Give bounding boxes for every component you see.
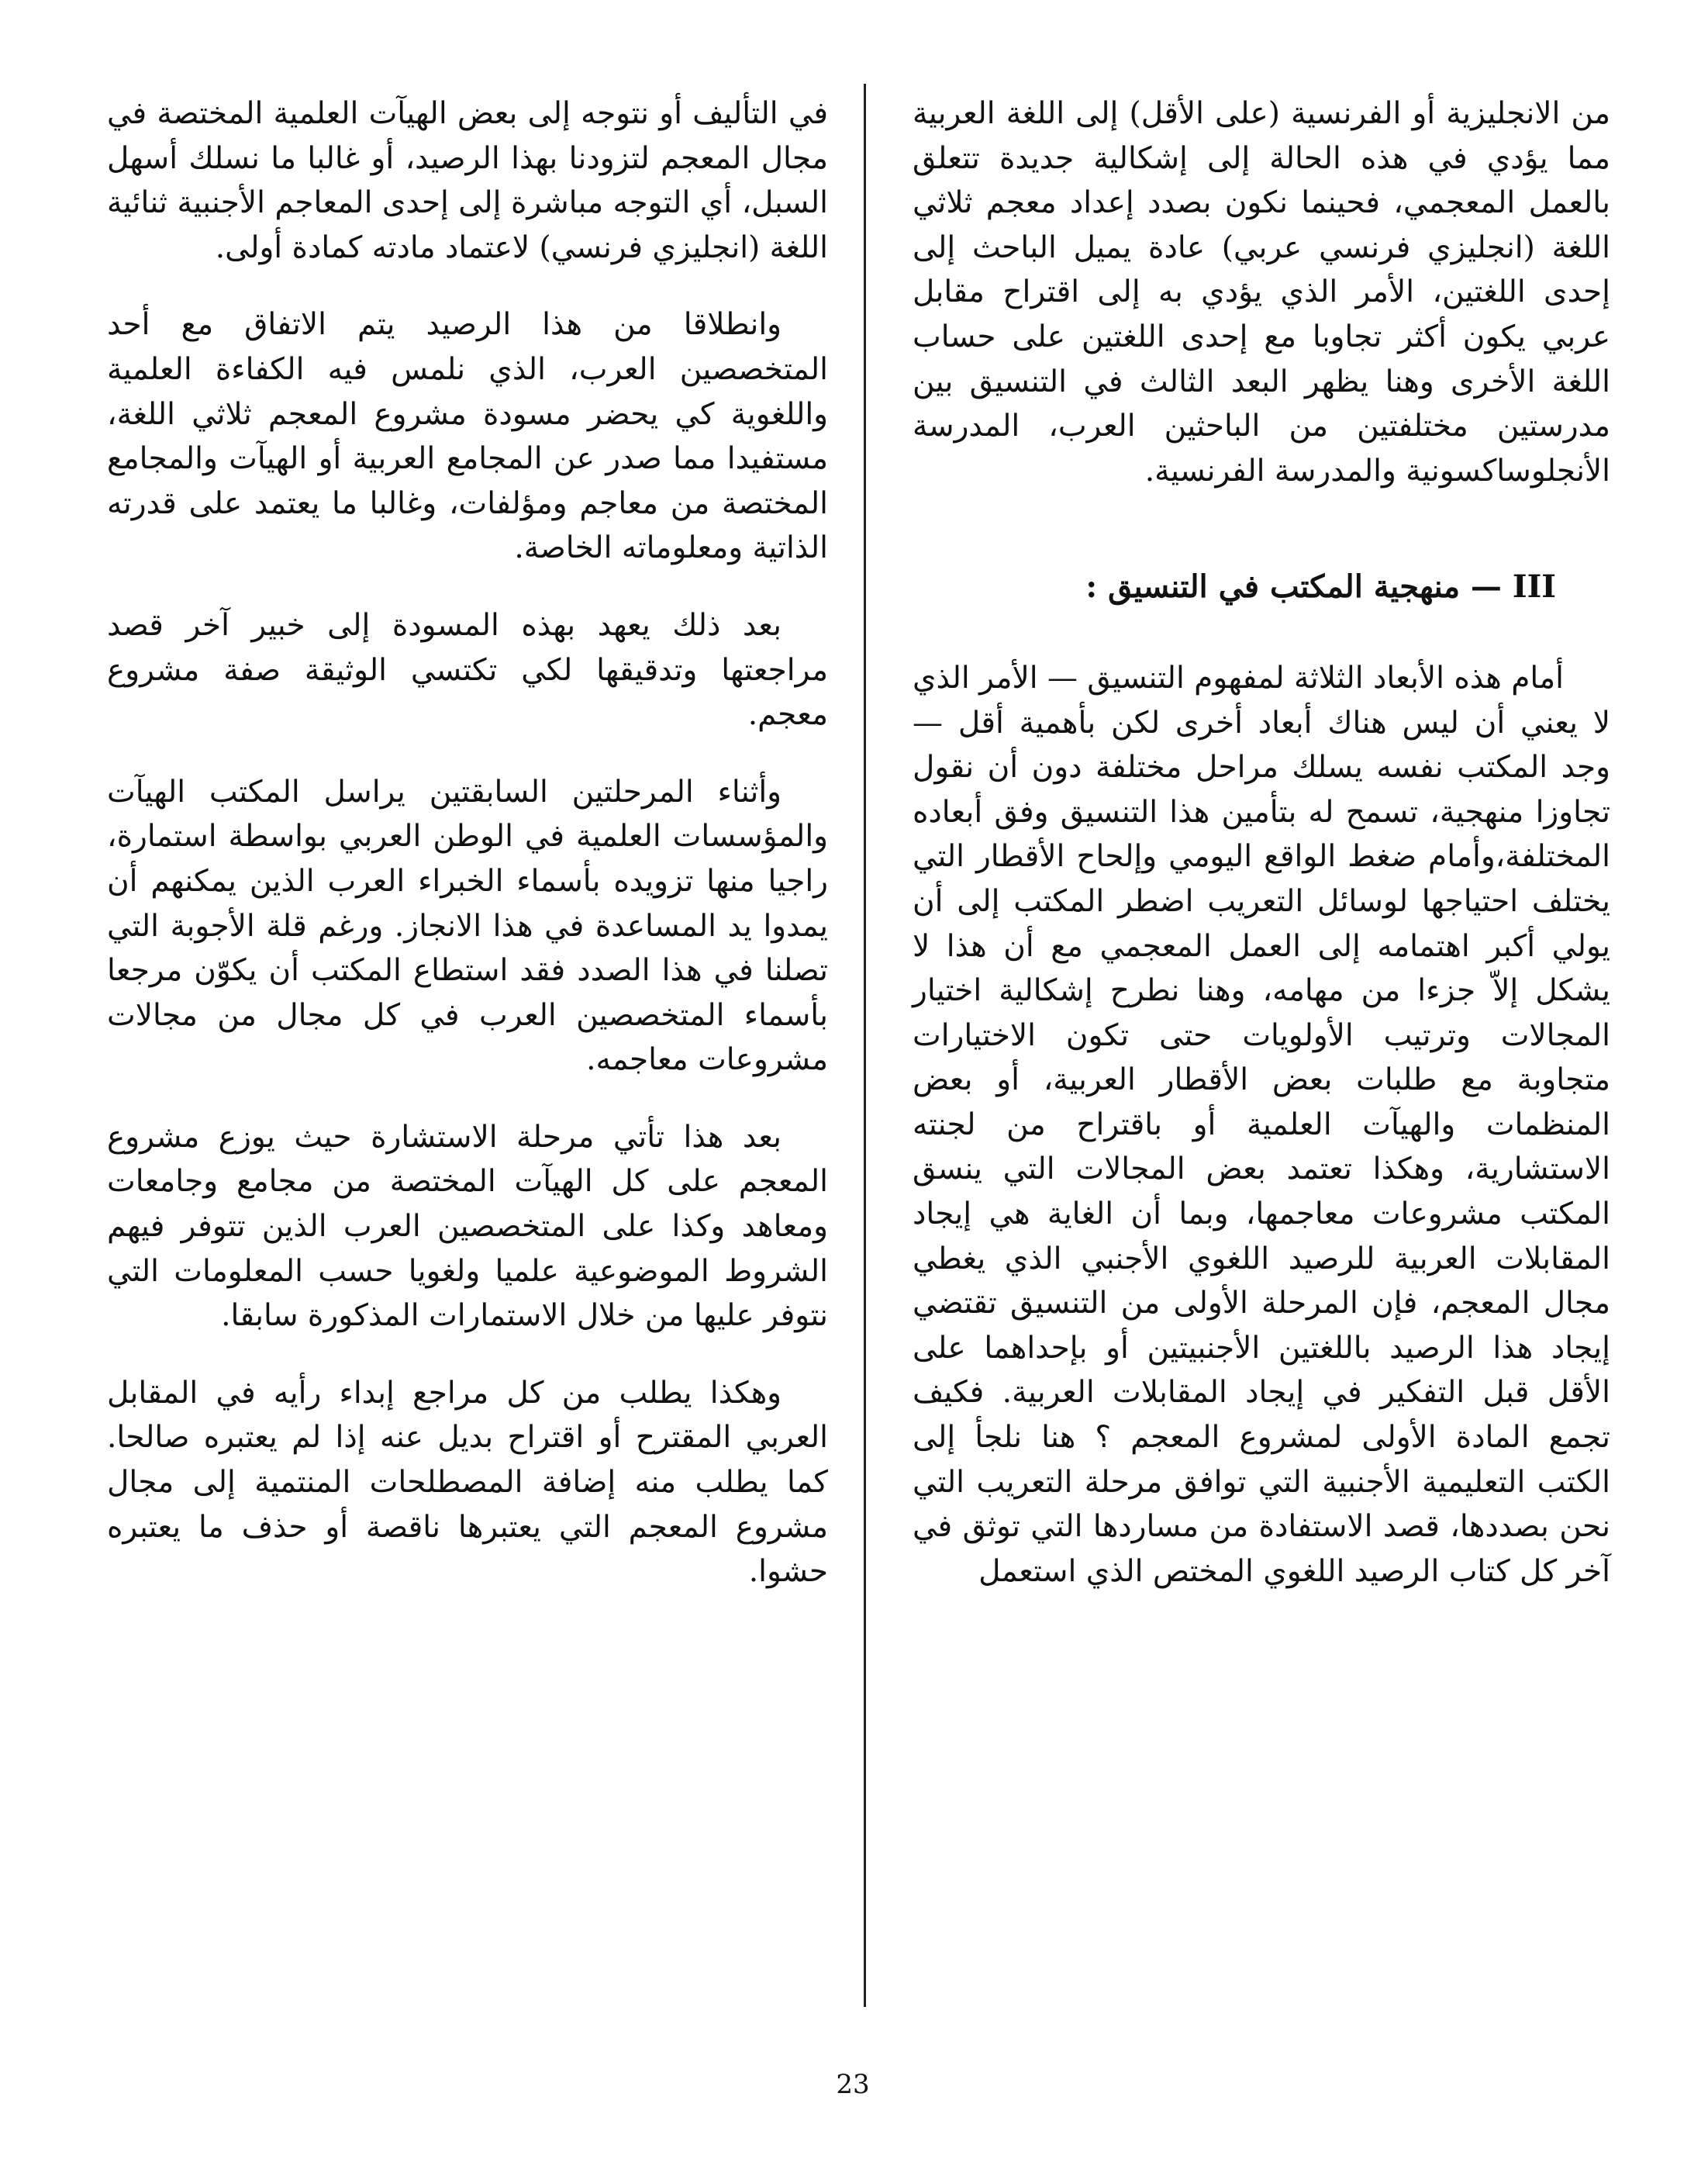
- left-paragraph-5: بعد هذا تأتي مرحلة الاستشارة حيث يوزع مشروع المعجم على كل الهيآت المختصة من مجامع وجامعات ومعاهد وكذا على المتخصصين العرب الذين تتوفر فيهم الشروط الموضوعية علميا ولغويا حسب المعلومات التي نتوفر عليها من خلال الاستمارات المذكورة سابقا.: [107, 1119, 829, 1334]
- right-column: [913, 92, 1610, 1594]
- left-paragraph-6: وهكذا يطلب من كل مراجع إبداء رأيه في المقابل العربي المقترح أو اقتراح بديل عنه إذا لم يعتبره صالحا. كما يطلب منه إضافة المصطلحات المنتمية إلى مجال مشروع المعجم التي يعتبرها ناقصة أو حذف ما يعتبره حشوا.: [107, 1375, 828, 1590]
- left-paragraph-4: وأثناء المرحلتين السابقتين يراسل المكتب الهيآت والمؤسسات العلمية في الوطن العربي بواسطة استمارة، راجيا منها تزويده بأسماء الخبراء العرب الذين يمكنهم أن يمدوا يد المساعدة في هذا الانجاز. ورغم قلة الأجوبة التي تصلنا في هذا الصدد فقد استطاع المكتب أن يكوّن مرجعا بأسماء المتخصصين العرب في كل مجال من مجالات مشروعات معاجمه.: [107, 774, 828, 1078]
- column-divider: [864, 84, 866, 2007]
- left-paragraph-3: بعد ذلك يعهد بهذه المسودة إلى خبير آخر قصد مراجعتها وتدقيقها لكي تكتسي الوثيقة صفة مشروع معجم.: [107, 607, 828, 733]
- left-column: [107, 92, 828, 1594]
- right-paragraph-1: من الانجليزية أو الفرنسية (على الأقل) إلى اللغة العربية مما يؤدي في هذه الحالة إلى إشكالية جديدة تتعلق بالعمل المعجمي، فحينما نكون بصدد إعداد معجم ثلاثي اللغة (انجليزي فرنسي عربي) عادة يميل الباحث إلى إحدى اللغتين، الأمر الذي يؤدي به إلى اقتراح مقابل عربي يكون أكثر تجاوبا مع إحدى اللغتين على حساب اللغة الأخرى وهنا يظهر البعد الثالث في التنسيق بين مدرستين مختلفتين من الباحثين العرب، المدرسة الأنجلوساكسونية والمدرسة الفرنسية.: [913, 96, 1610, 489]
- page-number: 23: [836, 2069, 870, 2100]
- left-paragraph-2: وانطلاقا من هذا الرصيد يتم الاتفاق مع أحد المتخصصين العرب، الذي نلمس فيه الكفاءة العلمية واللغوية كي يحضر مسودة مشروع المعجم ثلاثي اللغة، مستفيدا مما صدر عن المجامع العربية أو الهيآت والمجامع المختصة من معاجم ومؤلفات، وغالبا ما يعتمد على قدرته الذاتية ومعلوماته الخاصة.: [107, 307, 828, 566]
- right-paragraph-2: أمام هذه الأبعاد الثلاثة لمفهوم التنسيق — الأمر الذي لا يعني أن ليس هناك أبعاد أخرى لكن بأهمية أقل — وجد المكتب نفسه يسلك مراحل مختلفة دون أن نقول تجاوزا منهجية، تسمح له بتأمين هذا التنسيق وفق أبعاده المختلفة،وأمام ضغط الواقع اليومي وإلحاح الأقطار التي يختلف احتياجها لوسائل التعريب اضطر المكتب إلى أن يولي أكبر اهتمامه إلى العمل المعجمي مع أن هذا لا يشكل إلاّ جزءا من مهامه، وهنا نطرح إشكالية اختيار المجالات وترتيب الأولويات حتى تكون الاختيارات متجاوبة مع طلبات بعض الأقطار العربية، أو بعض المنظمات والهيآت العلمية أو باقتراح من لجنته الاستشارية، وهكذا تعتمد بعض المجالات التي ينسق المكتب مشروعات معاجمها، وبما أن الغاية هي إيجاد المقابلات العربية للرصيد اللغوي الأجنبي الذي يغطي مجال المعجم، فإن المرحلة الأولى من التنسيق تقتضي إيجاد هذا الرصيد باللغتين الأجنبيتين أو بإحداهما على الأقل قبل التفكير في إيجاد المقابلات العربية. فكيف تجمع المادة الأولى لمشروع المعجم ؟ هنا نلجأ إلى الكتب التعليمية الأجنبية التي توافق مرحلة التعريب التي نحن بصددها، قصد الاستفادة من مساردها التي توثق في آخر كل كتاب الرصيد اللغوي المختص الذي استعمل: [913, 660, 1610, 1589]
- left-paragraph-1: في التأليف أو نتوجه إلى بعض الهيآت العلمية المختصة في مجال المعجم لتزودنا بهذا الرصيد، أو غالبا ما نسلك أسهل السبل، أي التوجه مباشرة إلى إحدى المعاجم الأجنبية ثنائية اللغة (انجليزي فرنسي) لاعتماد مادته كمادة أولى.: [107, 96, 828, 265]
- section-heading: III — منهجية المكتب في التنسيق :: [1085, 568, 1556, 606]
